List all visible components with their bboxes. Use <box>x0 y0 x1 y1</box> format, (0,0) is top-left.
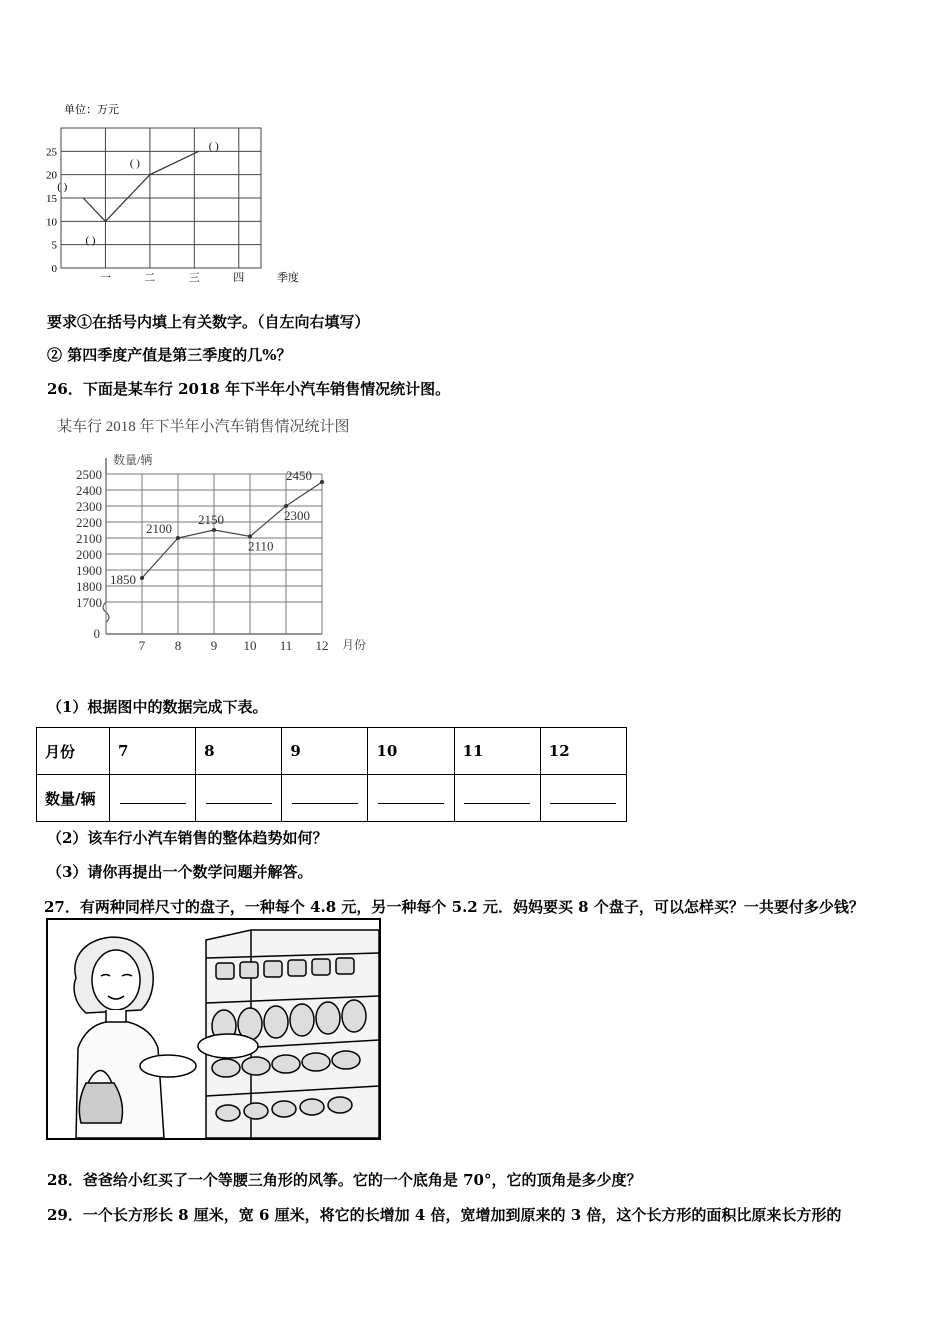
y-tick-label: 1800 <box>76 579 102 594</box>
x-tick-label: 10 <box>243 638 257 653</box>
month-cell: 8 <box>196 728 282 775</box>
blank-label: ( ) <box>129 157 140 170</box>
month-cell: 11 <box>454 728 540 775</box>
plates-illustration <box>46 918 381 1140</box>
data-label: 1850 <box>110 572 136 587</box>
answer-blank[interactable] <box>110 775 196 822</box>
table-row <box>37 775 627 822</box>
car-sales-chart <box>50 412 390 660</box>
q28-text: 28．爸爸给小红买了一个等腰三角形的风筝。它的一个底角是 70°，它的顶角是多少度？ <box>47 1171 642 1189</box>
data-point <box>140 576 144 580</box>
q26-title: 26．下面是某车行 2018 年下半年小汽车销售情况统计图。 <box>47 380 451 398</box>
data-label: 2300 <box>284 508 310 523</box>
y-tick-label: 2500 <box>76 467 102 482</box>
blank-label: ( ) <box>208 140 219 153</box>
y-axis-label: 数量/辆 <box>113 453 153 467</box>
x-axis-label: 月份 <box>342 638 367 652</box>
chart-grid <box>61 128 261 268</box>
x-tick-label: 12 <box>315 638 329 653</box>
x-tick-label: 三 <box>188 272 200 284</box>
x-tick-label: 7 <box>138 638 146 653</box>
blank-label: ( ) <box>57 181 68 193</box>
x-tick-label: 二 <box>144 272 156 284</box>
answer-blank[interactable] <box>282 775 368 822</box>
month-cell: 10 <box>368 728 454 775</box>
sales-table <box>36 727 627 822</box>
answer-blank[interactable] <box>368 775 454 822</box>
y-tick-label: 0 <box>51 263 57 275</box>
y-tick-label: 2200 <box>76 515 102 530</box>
x-tick-label: 9 <box>210 638 218 653</box>
y-tick-labels <box>76 467 102 641</box>
q29-text: 29．一个长方形长 8 厘米，宽 6 厘米，将它的长增加 4 倍，宽增加到原来的 3 倍，这个长方形的面积比原来长方形的 <box>47 1206 842 1224</box>
data-label: 2450 <box>286 468 312 483</box>
x-tick-label: 一 <box>99 272 111 284</box>
y-tick-label: 20 <box>46 169 57 182</box>
y-tick-label: 25 <box>46 146 57 159</box>
data-label: 2150 <box>198 512 224 527</box>
table-row <box>37 728 627 775</box>
blank-label: ( ) <box>85 234 96 247</box>
y-tick-label: 2400 <box>76 483 102 498</box>
y-tick-label: 2000 <box>76 547 102 562</box>
q27-text: 27．有两种同样尺寸的盘子，一种每个 4.8 元，另一种每个 5.2 元．妈妈要买 8 个盘子，可以怎样买？一共要付多少钱？ <box>44 898 864 916</box>
x-tick-label: 四 <box>233 272 245 284</box>
y-tick-label: 2300 <box>76 499 102 514</box>
month-cell: 7 <box>110 728 196 775</box>
month-cell: 9 <box>282 728 368 775</box>
y-tick-labels <box>46 146 58 275</box>
data-point <box>176 536 180 540</box>
q26-sub3: （3）请你再提出一个数学问题并解答。 <box>47 863 313 881</box>
answer-blank[interactable] <box>454 775 540 822</box>
quantity-header: 数量/辆 <box>37 775 110 822</box>
data-label: 2110 <box>248 538 274 554</box>
q25-requirement-1: 要求①在括号内填上有关数字。（自左向右填写） <box>47 313 370 331</box>
answer-blank[interactable] <box>540 775 626 822</box>
month-cell: 12 <box>540 728 626 775</box>
data-point <box>320 480 324 484</box>
answer-blank[interactable] <box>196 775 282 822</box>
y-tick-label: 1700 <box>76 595 102 610</box>
q26-sub2: （2）该车行小汽车销售的整体趋势如何？ <box>47 829 328 847</box>
y-tick-label: 10 <box>46 216 57 229</box>
x-tick-label: 11 <box>279 638 293 653</box>
y-tick-label: 0 <box>93 626 100 641</box>
chart-grid <box>103 458 322 634</box>
y-tick-label: 5 <box>51 239 57 252</box>
q25-requirement-2: ② 第四季度产值是第三季度的几%？ <box>47 346 292 364</box>
x-tick-labels <box>139 638 329 653</box>
blank-labels <box>57 140 219 246</box>
y-tick-label: 2100 <box>76 531 102 546</box>
x-axis-label: 季度 <box>277 272 299 284</box>
quarterly-output-chart <box>40 98 320 288</box>
output-line <box>83 151 199 221</box>
unit-label: 单位：万元 <box>64 104 119 116</box>
y-tick-label: 15 <box>46 193 57 205</box>
y-tick-label: 1900 <box>76 563 102 578</box>
data-point <box>212 528 216 532</box>
x-tick-labels <box>100 271 244 284</box>
month-header: 月份 <box>37 728 110 775</box>
x-tick-label: 8 <box>174 638 182 653</box>
data-label: 2100 <box>146 521 172 536</box>
data-labels <box>110 468 312 587</box>
chart-title: 某车行 2018 年下半年小汽车销售情况统计图 <box>57 419 350 435</box>
q26-sub1: （1）根据图中的数据完成下表。 <box>47 698 268 716</box>
